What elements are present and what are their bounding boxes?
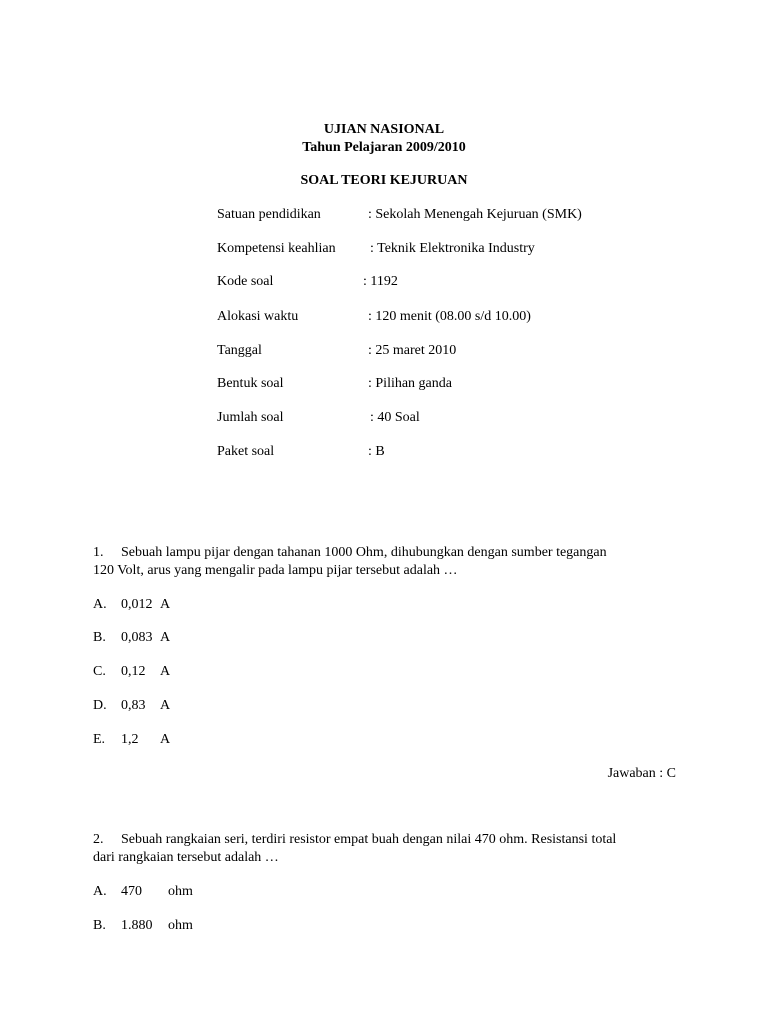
option-letter: B. (93, 630, 106, 645)
option-value: 0,12 (121, 664, 146, 679)
info-value: : B (368, 444, 385, 459)
info-value: : Teknik Elektronika Industry (370, 241, 535, 256)
option-value: 0,012 (121, 597, 153, 612)
option-unit: A (160, 732, 171, 747)
option-value: 470 (121, 884, 142, 899)
option-value: 0,083 (121, 630, 153, 645)
option-letter: C. (93, 664, 106, 679)
info-label: Kompetensi keahlian (217, 241, 336, 256)
info-label: Satuan pendidikan (217, 207, 321, 222)
info-label: Jumlah soal (217, 410, 284, 425)
option-value: 1,2 (121, 732, 139, 747)
info-value: : Pilihan ganda (368, 376, 452, 391)
option-unit: A (160, 597, 171, 612)
option-letter: A. (93, 597, 107, 612)
info-value: : 25 maret 2010 (368, 343, 457, 358)
option-unit: A (160, 630, 171, 645)
option-letter: A. (93, 884, 107, 899)
question-text: dari rangkaian tersebut adalah … (93, 850, 279, 865)
exam-year: Tahun Pelajaran 2009/2010 (302, 140, 466, 155)
option-value: 1.880 (121, 918, 153, 933)
option-unit: ohm (168, 918, 193, 933)
question-text: 120 Volt, arus yang mengalir pada lampu pijar tersebut adalah … (93, 563, 458, 578)
option-unit: A (160, 664, 171, 679)
exam-title: UJIAN NASIONAL (323, 122, 445, 137)
answer-key: Jawaban : C (607, 766, 676, 781)
info-value: : 120 menit (08.00 s/d 10.00) (368, 309, 531, 324)
option-letter: B. (93, 918, 106, 933)
option-unit: A (160, 698, 171, 713)
question-text: 1. Sebuah lampu pijar dengan tahanan 1000 Ohm, dihubungkan dengan sumber tegangan (93, 545, 607, 560)
info-label: Paket soal (217, 444, 275, 459)
exam-subject: SOAL TEORI KEJURUAN (300, 173, 468, 188)
info-value: : 40 Soal (370, 410, 420, 425)
question-text: 2. Sebuah rangkaian seri, terdiri resistor empat buah dengan nilai 470 ohm. Resistansi total (93, 832, 617, 847)
info-label: Alokasi waktu (217, 309, 299, 324)
info-label: Tanggal (217, 343, 262, 358)
info-label: Bentuk soal (217, 376, 284, 391)
option-letter: D. (93, 698, 107, 713)
info-value: : 1192 (363, 274, 398, 289)
info-value: : Sekolah Menengah Kejuruan (SMK) (368, 207, 582, 222)
info-label: Kode soal (217, 274, 274, 289)
option-unit: ohm (168, 884, 193, 899)
option-value: 0,83 (121, 698, 146, 713)
option-letter: E. (93, 732, 106, 747)
